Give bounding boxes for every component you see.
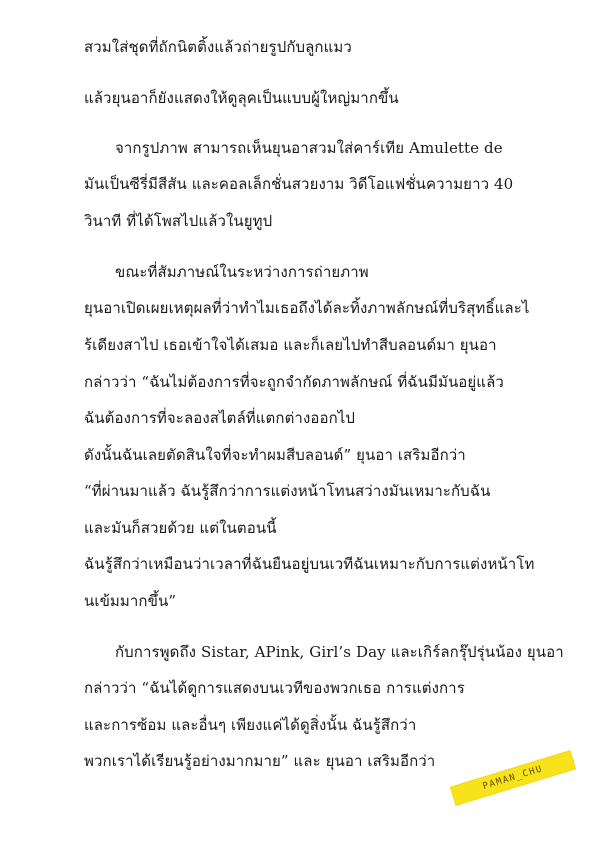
text-line: ฉันรู้สึกว่าเหมือนว่าเวลาที่ฉันยืนอยู่บนเวทีฉันเหมาะกับการแต่งหน้าโท xyxy=(84,555,535,573)
watermark-text: PAMAN_CHU xyxy=(481,764,545,792)
text-line: และมันก็สวยด้วย แต่ในตอนนี้ xyxy=(84,519,277,537)
text-line: กับการพูดถึง Sistar, APink, Girl’s Day และเกิร์ลกรุ๊ปรุ่นน้อง ยุนอา xyxy=(115,643,564,661)
text-line: ขณะที่สัมภาษณ์ในระหว่างการถ่ายภาพ xyxy=(115,263,369,281)
text-line: “ที่ผ่านมาแล้ว ฉันรู้สึกว่าการแต่งหน้าโทนสว่างมันเหมาะกับฉัน xyxy=(84,482,491,500)
text-line: ดังนั้นฉันเลยตัดสินใจที่จะทำผมสีบลอนด์” ยุนอา เสริมอีกว่า xyxy=(84,446,466,464)
text-line: กล่าวว่า “ฉันไม่ต้องการที่จะถูกจำกัดภาพลักษณ์ ที่ฉันมีมันอยู่แล้ว xyxy=(84,373,504,391)
text-line: ยุนอาเปิดเผยเหตุผลที่ว่าทำไมเธอถึงได้ละทิ้งภาพลักษณ์ที่บริสุทธิ์และไ xyxy=(84,299,530,317)
text-line: มันเป็นซีรี่มีสีสัน และคอลเล็กชั่นสวยงาม วิดีโอแฟชั่นความยาว 40 xyxy=(84,175,514,193)
text-line: สวมใส่ชุดที่ถักนิตติ้งแล้วถ่ายรูปกับลูกแมว xyxy=(84,38,352,56)
text-line: ร้เดียงสาไป เธอเข้าใจได้เสมอ และก็เลยไปทำสีบลอนด์มา ยุนอา xyxy=(84,336,497,354)
text-line: วินาที ที่ได้โพสไปแล้วในยูทูป xyxy=(84,212,273,230)
watermark-tape xyxy=(450,750,576,806)
text-line: พวกเราได้เรียนรู้อย่างมากมาย” และ ยุนอา เสริมอีกว่า xyxy=(84,752,436,770)
text-line: ฉันต้องการที่จะลองสไตล์ที่แตกต่างออกไป xyxy=(84,409,356,427)
text-line: กล่าวว่า “ฉันได้ดูการแสดงบนเวทีของพวกเธอ การแต่งการ xyxy=(84,679,465,697)
text-line: แล้วยุนอาก็ยังแสดงให้ดูลุคเป็นแบบผู้ใหญ่มากขึ้น xyxy=(84,89,399,107)
text-line: และการซ้อม และอื่นๆ เพียงแค่ได้ดูสิ่งนั้น ฉันรู้สึกว่า xyxy=(84,716,417,734)
text-line: นเข้มมากขึ้น” xyxy=(84,592,177,610)
text-line: จากรูปภาพ สามารถเห็นยุนอาสวมใส่คาร์เทีย Amulette de xyxy=(115,139,503,157)
